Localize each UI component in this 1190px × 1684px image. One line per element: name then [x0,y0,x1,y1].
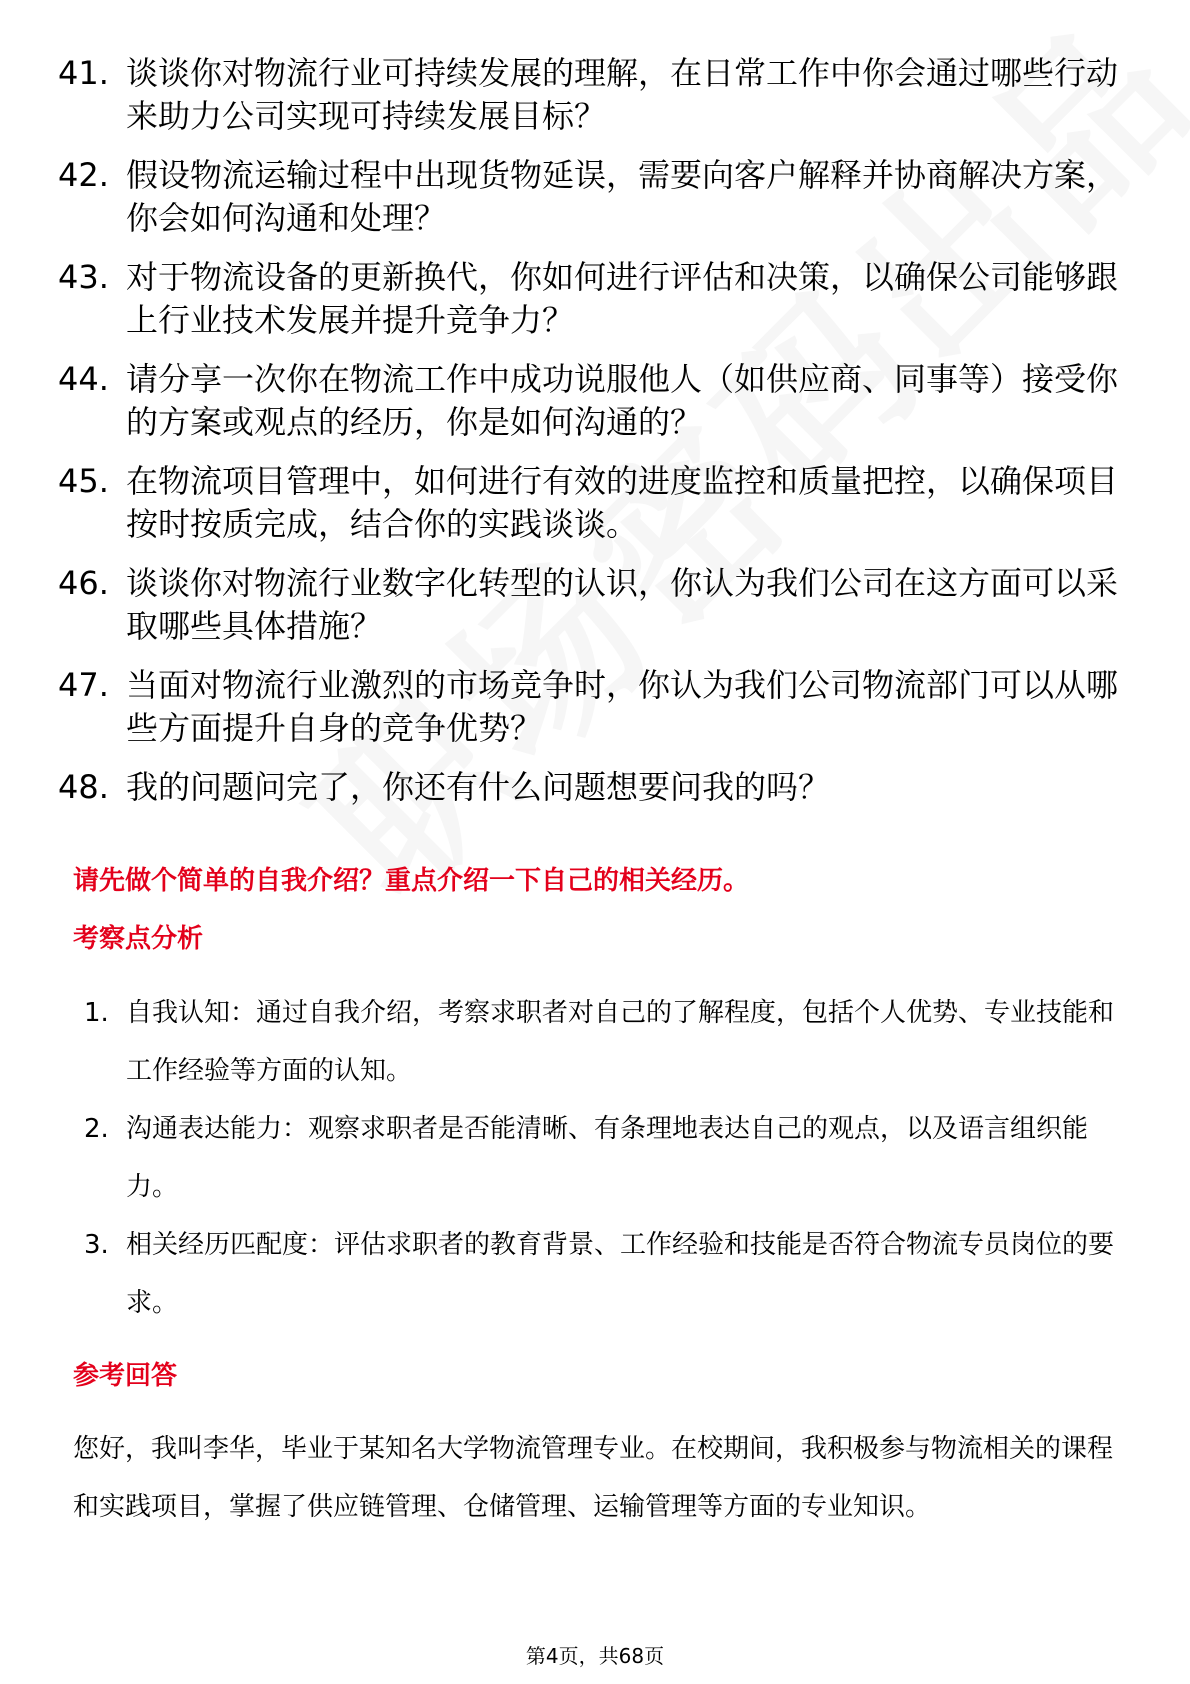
list-item [58,562,1118,648]
point-number: 3. [84,1230,109,1260]
list-item [58,358,1118,444]
list-item [58,766,1118,809]
point-text: 自我认知：通过自我介绍，考察求职者对自己的了解程度，包括个人优势、专业技能和工作经验等方面的认知。 [126,998,1115,1086]
list-item [58,154,1118,240]
list-item [58,256,1118,342]
point-number: 1. [84,998,109,1028]
question-text: 谈谈你对物流行业数字化转型的认识，你认为我们公司在这方面可以采取哪些具体措施？ [126,564,1119,645]
question-text: 当面对物流行业激烈的市场竞争时，你认为我们公司物流部门可以从哪些方面提升自身的竞争优势？ [126,666,1119,747]
list-item [58,52,1118,138]
point-text: 相关经历匹配度：评估求职者的教育背景、工作经验和技能是否符合物流专员岗位的要求。 [126,1230,1115,1318]
point-text: 沟通表达能力：观察求职者是否能清晰、有条理地表达自己的观点，以及语言组织能力。 [126,1114,1089,1202]
analysis-heading: 考察点分析 [73,924,204,954]
question-number: 44. [58,360,109,398]
list-item [58,460,1118,546]
list-item [84,1216,1114,1332]
question-number: 45. [58,462,109,500]
page-footer: 第4页，共68页 [525,1644,665,1668]
question-number: 48. [58,768,109,806]
question-text: 在物流项目管理中，如何进行有效的进度监控和质量把控，以确保项目按时按质完成，结合你的实践谈谈。 [126,462,1119,543]
question-number: 43. [58,258,109,296]
point-number: 2. [84,1114,109,1144]
question-number: 46. [58,564,109,602]
question-text: 谈谈你对物流行业可持续发展的理解，在日常工作中你会通过哪些行动来助力公司实现可持续发展目标？ [126,54,1119,135]
question-number: 42. [58,156,109,194]
question-number: 47. [58,666,109,704]
list-item [58,664,1118,750]
question-text: 我的问题问完了，你还有什么问题想要问我的吗？ [126,768,831,806]
question-list [58,52,1118,825]
analysis-list [84,984,1114,1332]
question-text: 假设物流运输过程中出现货物延误，需要向客户解释并协商解决方案，你会如何沟通和处理？ [126,156,1119,237]
reference-answer: 您好，我叫李华，毕业于某知名大学物流管理专业。在校期间，我积极参与物流相关的课程和实践项目，掌握了供应链管理、仓储管理、运输管理等方面的专业知识。 [73,1434,1114,1522]
question-number: 41. [58,54,109,92]
intro-question-heading: 请先做个简单的自我介绍？重点介绍一下自己的相关经历。 [73,866,750,896]
question-text: 对于物流设备的更新换代，你如何进行评估和决策，以确保公司能够跟上行业技术发展并提升竞争力？ [126,258,1119,339]
list-item [84,984,1114,1100]
question-text: 请分享一次你在物流工作中成功说服他人（如供应商、同事等）接受你的方案或观点的经历，你是如何沟通的？ [126,360,1119,441]
list-item [84,1100,1114,1216]
reference-heading: 参考回答 [73,1361,178,1391]
